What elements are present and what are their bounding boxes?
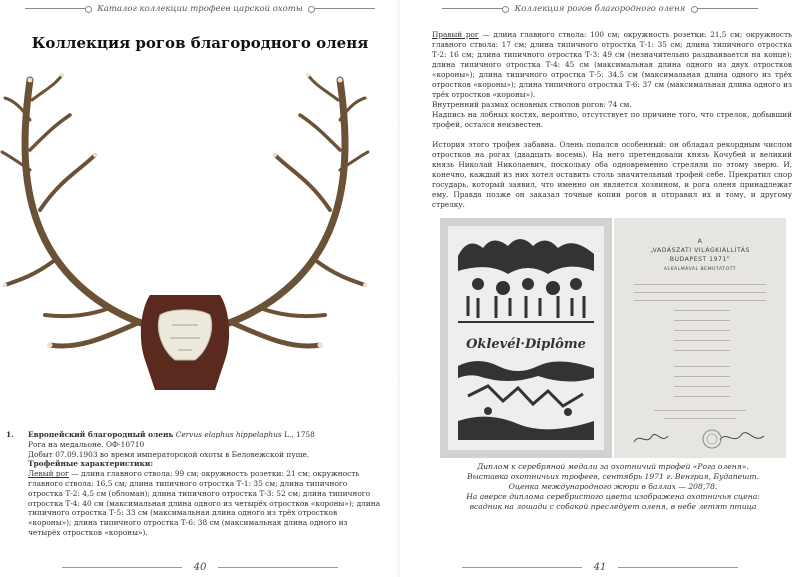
caption-line: Диплом к серебряной медали за охотничий трофей «Рога оленя». (477, 462, 749, 471)
obtained-line: Добыт 07.09.1903 во время императорской охоты в Беловежской пуще. (28, 449, 310, 459)
left-horn-text: — длина главного ствола: 99 см; окружность розетки: 21 см; окружность главного ствола: 16,5 см; длина типичного отростка Т-1: 35 см; длина типичного отростка Т-2: 4,5 см (обломан); длина типичного отростка Т-3: 52 см; длина типичного отростка Т-4: 40 см (максимальная длина одного из четырёх отростков «короны»); длина типичного отростка Т-5: 33 см (максимальная длина одного из трёх отростков «короны»); длина типичного отростка Т-6: 38 см (максимальная длина одного из четырёх отростков «короны»). (28, 469, 381, 537)
inscription-paragraph: Надпись на лобных костях, вероятно, отсутствует по причине того, что стрелок, добывший трофей, остался неизвестен. (432, 110, 792, 129)
right-horn-description (432, 30, 792, 100)
page-number: 40 (193, 562, 207, 573)
caption-line: Выставка охотничьих трофеев, сентябрь 1971 г. Венгрия, Будапешт. (467, 472, 759, 481)
left-horn-label: Левый рог (28, 469, 69, 479)
page-footer-left (0, 562, 400, 573)
right-main-beam (205, 80, 345, 330)
form-line (674, 340, 730, 341)
latin-name: Cervus elaphus hippelaphus (175, 430, 282, 439)
right-horn-text: — длина главного ствола: 100 см; окружность розетки: 21,5 см; окружность главного ствола: 17 см; длина типичного отростка Т-1: 35 см; длина типичного отростка Т-2: 16 см; длина типичного отростка Т-3: 49 см (незначительно раздваивается на конце); длина типичного отростка Т-4: 45 см (максимальная длина одного из двух отростков «короны»); длина типичного отростка Т-5: 34,5 см (максимальная длина одного из трёх отростков «короны»); длина типичного отростка Т-6: 37 см (максимальная длина одного из трёх отростков «короны»). (432, 30, 792, 99)
history-paragraph: История этого трофея забавна. Олень попался особенный: он обладал рекордным числом отростков на рогах (двадцать восемь). На него претендовали князь Кочубей и великий князь Николай Николаевич, поскольку оба одновременно стреляли по этому зверю. И, конечно, каждый из них хотел оставить столь значительный трофей себе. Прекратил спор государь, который заявил, что именно он является хозяином, и рога оленя принадлежат ему. Правда позже он заказал точные копии рогов и отправил их и тому, и другому стрелку. (432, 140, 792, 209)
right-horn-label: Правый рог (432, 30, 479, 39)
diploma-front-image (440, 218, 612, 458)
diploma-back-line2: „VADÁSZATI VILÁGKIÁLLÍTÁS (650, 247, 750, 254)
entry-number: 1. (6, 430, 14, 439)
form-line (674, 310, 730, 311)
caption-line: На аверсе диплома серебристого цвета изображена охотничья сцена: (466, 492, 760, 501)
form-line (634, 300, 766, 301)
diploma-back-line1: A (697, 238, 703, 245)
right-horn-block (432, 30, 792, 130)
page-footer-right (400, 562, 800, 573)
entry-heading (28, 430, 382, 440)
header-ornament (311, 8, 375, 9)
left-horn-description (28, 469, 382, 538)
medallion-line: Рога на медальоне. ОФ-10710 (28, 439, 145, 449)
page-number: 41 (593, 562, 607, 573)
diploma-back-line3: BUDAPEST 1971" (669, 256, 731, 263)
form-line (674, 320, 730, 321)
trophy-heading: Трофейные характеристики: (28, 459, 154, 469)
right-page (400, 0, 800, 577)
footer-ornament (618, 567, 738, 568)
footer-ornament (62, 567, 182, 568)
running-head-right (400, 4, 800, 14)
form-line (674, 396, 730, 397)
form-line (654, 410, 746, 411)
form-line (674, 330, 730, 331)
form-line (634, 284, 766, 285)
caption-line: всадник на лошади с собакой преследует оленя, в небе летят птица (469, 502, 757, 511)
running-head-text: Коллекция рогов благородного оленя (514, 4, 686, 14)
catalog-entry (6, 430, 382, 538)
running-head-left (0, 4, 400, 14)
inner-span-line: Внутренний размах основных стволов рогов: 74 см. (432, 100, 632, 109)
antlers-photo (0, 60, 370, 410)
form-line (674, 376, 730, 377)
form-line (674, 350, 730, 351)
caption-line: Оценка международного жюри в баллах — 208,78. (508, 482, 718, 491)
diploma-front-illustration (448, 226, 604, 450)
species-name: Европейский благородный олень (28, 430, 174, 439)
author-year: L., 1758 (284, 430, 315, 439)
header-ornament (442, 8, 506, 9)
footer-ornament (462, 567, 582, 568)
form-line (634, 292, 766, 293)
header-ornament (25, 8, 89, 9)
page-title: Коллекция рогов благородного оленя (31, 34, 369, 52)
diploma-banner: Oklevél·Diplôme (466, 337, 586, 352)
running-head-text: Каталог коллекции трофеев царской охоты (97, 4, 303, 14)
form-line (664, 418, 736, 419)
footer-ornament (218, 567, 338, 568)
signatures (628, 426, 772, 452)
header-ornament (694, 8, 758, 9)
form-line (674, 386, 730, 387)
form-line (674, 366, 730, 367)
figure-caption (440, 462, 786, 512)
diploma-back-line4: ALKALMÁVAL BEMUTATOTT (663, 267, 737, 272)
left-main-beam (25, 80, 165, 330)
diploma-back-image (614, 218, 786, 458)
